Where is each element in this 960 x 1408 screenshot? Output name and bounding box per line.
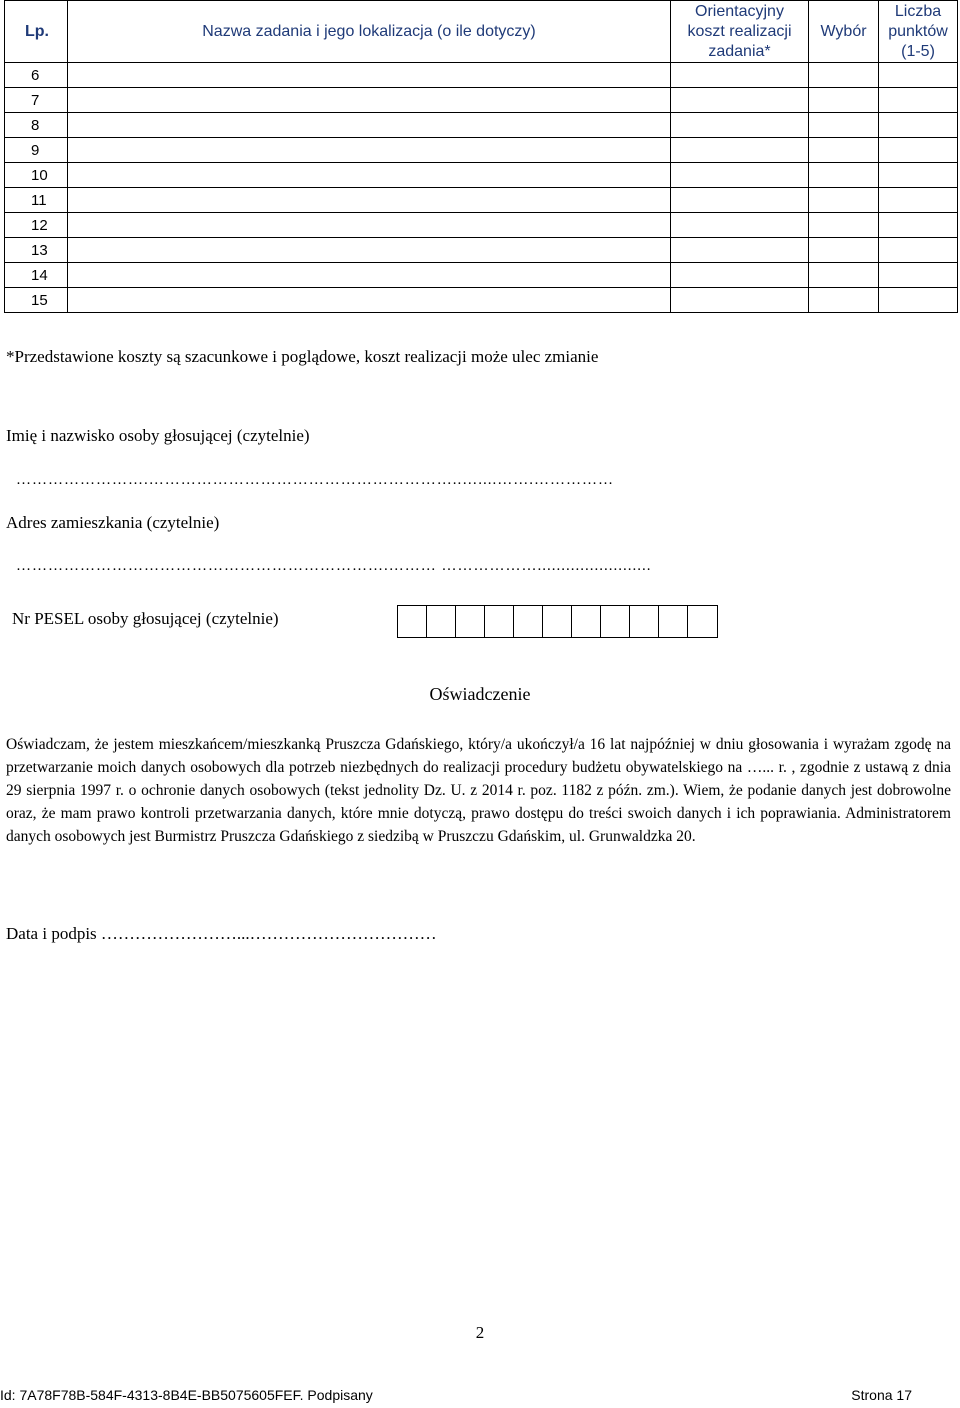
voter-name-label: Imię i nazwisko osoby głosującej (czytelnie) — [6, 426, 310, 445]
pesel-digit-box[interactable] — [601, 606, 630, 637]
table-row — [5, 213, 958, 238]
page-number: 2 — [475, 1323, 485, 1342]
row-number: 11 — [5, 188, 68, 213]
pesel-digit-box[interactable] — [630, 606, 659, 637]
points-cell[interactable] — [879, 88, 958, 113]
task-name-cell[interactable] — [68, 288, 671, 313]
header-points-line2: punktów — [888, 22, 948, 40]
cost-cell[interactable] — [671, 288, 809, 313]
cost-footnote: *Przedstawione koszty są szacunkowe i poglądowe, koszt realizacji może ulec zmianie — [6, 347, 599, 366]
points-cell[interactable] — [879, 113, 958, 138]
cost-cell[interactable] — [671, 88, 809, 113]
table-header-row — [5, 1, 958, 63]
row-number: 13 — [5, 238, 68, 263]
header-lp: Lp. — [5, 1, 68, 63]
pesel-label: Nr PESEL osoby głosującej (czytelnie) — [12, 609, 279, 628]
choice-cell[interactable] — [809, 113, 879, 138]
header-cost-line2: koszt realizacji — [687, 22, 792, 40]
choice-cell[interactable] — [809, 213, 879, 238]
header-choice: Wybór — [809, 1, 879, 63]
row-number: 8 — [5, 113, 68, 138]
choice-cell[interactable] — [809, 63, 879, 88]
pesel-digit-box[interactable] — [485, 606, 514, 637]
footer-page-indicator: Strona 17 — [851, 1387, 912, 1403]
cost-cell[interactable] — [671, 213, 809, 238]
cost-cell[interactable] — [671, 138, 809, 163]
voting-table — [4, 0, 958, 313]
cost-cell[interactable] — [671, 238, 809, 263]
choice-cell[interactable] — [809, 288, 879, 313]
row-number: 14 — [5, 263, 68, 288]
cost-cell[interactable] — [671, 113, 809, 138]
points-cell[interactable] — [879, 188, 958, 213]
choice-cell[interactable] — [809, 263, 879, 288]
pesel-digit-box[interactable] — [456, 606, 485, 637]
task-name-cell[interactable] — [68, 63, 671, 88]
pesel-digit-box[interactable] — [514, 606, 543, 637]
pesel-digit-box[interactable] — [427, 606, 456, 637]
table-row — [5, 163, 958, 188]
row-number: 12 — [5, 213, 68, 238]
header-cost — [671, 1, 809, 63]
pesel-input-boxes[interactable] — [397, 605, 718, 638]
date-signature-field[interactable]: Data i podpis ……………………...…………………………… — [6, 924, 437, 943]
points-cell[interactable] — [879, 138, 958, 163]
cost-cell[interactable] — [671, 263, 809, 288]
table-row — [5, 113, 958, 138]
pesel-digit-box[interactable] — [398, 606, 427, 637]
points-cell[interactable] — [879, 238, 958, 263]
row-number: 9 — [5, 138, 68, 163]
row-number: 15 — [5, 288, 68, 313]
points-cell[interactable] — [879, 263, 958, 288]
task-name-cell[interactable] — [68, 188, 671, 213]
task-name-cell[interactable] — [68, 163, 671, 188]
table-row — [5, 138, 958, 163]
task-name-cell[interactable] — [68, 88, 671, 113]
task-name-cell[interactable] — [68, 263, 671, 288]
table-row — [5, 88, 958, 113]
row-number: 7 — [5, 88, 68, 113]
table-row — [5, 238, 958, 263]
header-task-name: Nazwa zadania i jego lokalizacja (o ile dotyczy) — [68, 1, 671, 63]
task-name-cell[interactable] — [68, 113, 671, 138]
choice-cell[interactable] — [809, 188, 879, 213]
declaration-heading: Oświadczenie — [429, 684, 531, 704]
points-cell[interactable] — [879, 163, 958, 188]
header-points — [879, 1, 958, 63]
table-row — [5, 288, 958, 313]
pesel-digit-box[interactable] — [572, 606, 601, 637]
task-name-cell[interactable] — [68, 213, 671, 238]
cost-cell[interactable] — [671, 188, 809, 213]
header-points-line3: (1-5) — [901, 42, 935, 60]
row-number: 6 — [5, 63, 68, 88]
pesel-digit-box[interactable] — [543, 606, 572, 637]
pesel-digit-box[interactable] — [688, 606, 717, 637]
task-name-cell[interactable] — [68, 238, 671, 263]
points-cell[interactable] — [879, 288, 958, 313]
cost-cell[interactable] — [671, 63, 809, 88]
header-points-line1: Liczba — [894, 2, 942, 20]
voter-name-field[interactable]: …………………….…………………………………………………..…....…….…………… — [16, 472, 614, 488]
footer-document-id: Id: 7A78F78B-584F-4313-8B4E-BB5075605FEF. Podpisany — [0, 1387, 373, 1403]
table-row — [5, 263, 958, 288]
choice-cell[interactable] — [809, 163, 879, 188]
task-name-cell[interactable] — [68, 138, 671, 163]
address-field[interactable]: …………………………………………………………….……… ………………........................ — [16, 558, 652, 574]
table-row — [5, 188, 958, 213]
points-cell[interactable] — [879, 213, 958, 238]
cost-cell[interactable] — [671, 163, 809, 188]
address-label: Adres zamieszkania (czytelnie) — [6, 513, 220, 532]
row-number: 10 — [5, 163, 68, 188]
choice-cell[interactable] — [809, 88, 879, 113]
points-cell[interactable] — [879, 63, 958, 88]
declaration-body: Oświadczam, że jestem mieszkańcem/mieszkanką Pruszcza Gdańskiego, który/a ukończył/a 16 lat najpóźniej w dniu głosowania i wyrażam zgodę na przetwarzanie moich danych osobowych dla potrzeb niezbędnych do realizacji procedury budżetu obywatelskiego na …... r. , zgodnie z ustawą z dnia 29 sierpnia 1997 r. o ochronie danych osobowych (tekst jednolity Dz. U. z 2014 r. poz. 1182 z późn. zm.). Wiem, że podanie danych jest dobrowolne oraz, że mam prawo kontroli przetwarzania danych, które mnie dotyczą, prawo dostępu do treści swoich danych i ich poprawiania. Administratorem danych osobowych jest Burmistrz Pruszcza Gdańskiego z siedzibą w Pruszczu Gdańskim, ul. Grunwaldzka 20. — [6, 736, 951, 845]
choice-cell[interactable] — [809, 238, 879, 263]
header-cost-line3: zadania* — [708, 42, 771, 60]
header-cost-line1: Orientacyjny — [695, 2, 784, 20]
pesel-digit-box[interactable] — [659, 606, 688, 637]
choice-cell[interactable] — [809, 138, 879, 163]
table-row — [5, 63, 958, 88]
